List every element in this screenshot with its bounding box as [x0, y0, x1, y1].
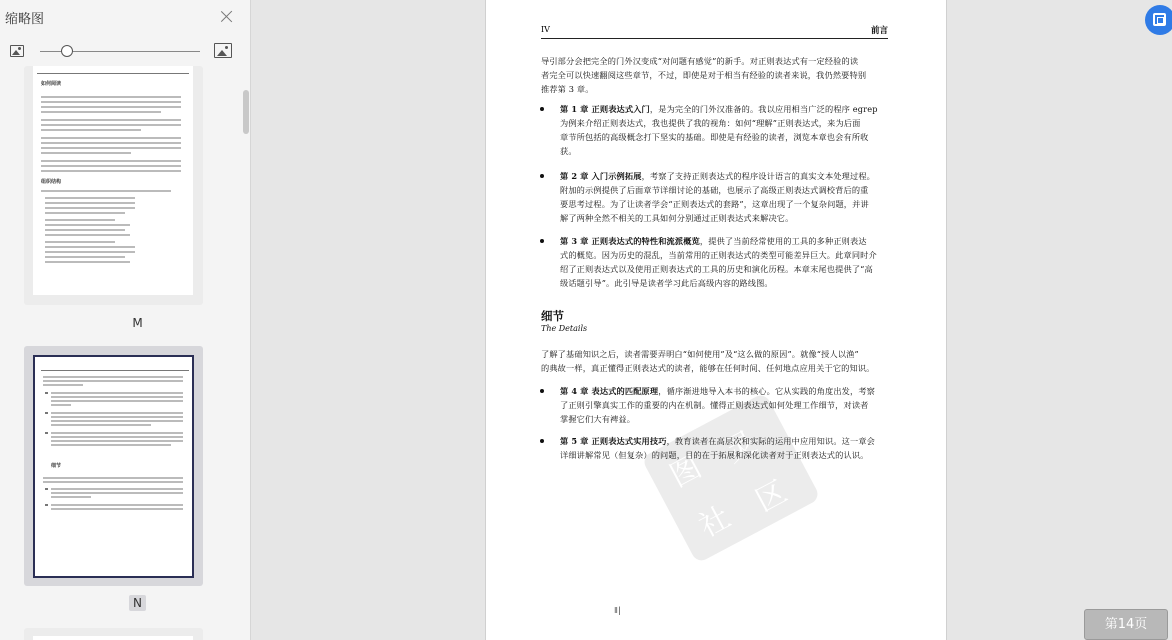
thumbnail-label	[24, 596, 251, 610]
convert-icon	[1153, 13, 1166, 26]
chapter-title: 第 1 章 正则表达式入门	[560, 104, 650, 114]
thumbnail-page-image	[33, 355, 194, 578]
watermark-char: 灵	[719, 424, 763, 470]
page-footer-mark: ǁ|	[614, 606, 621, 615]
zoom-out-image-icon[interactable]	[10, 45, 24, 57]
text-line: 的典故一样，真正懂得正则表达式的读者，能够在任何时间、任何地点应用关于它的知识。	[541, 363, 875, 373]
section-title: 细节	[541, 309, 564, 323]
sidebar-title: 缩略图	[5, 12, 45, 27]
text-line: 导引部分会把完全的门外汉变成“对问题有感觉”的新手。对正则表达式有一定经验的读	[541, 56, 859, 66]
chapter-title: 第 2 章 入门示例拓展	[560, 171, 642, 181]
watermark-char: 图	[664, 449, 708, 495]
text-line: 者完全可以快速翻阅这些章节，不过，即使是对于相当有经验的读者来说，我仍然要特别	[541, 70, 867, 80]
bullet-item-chapter-3	[560, 234, 895, 290]
floating-action-button[interactable]	[1145, 5, 1172, 35]
bullet-marker	[540, 239, 544, 243]
text-line: 绍了正则表达式以及使用正则表达式的工具的历史和演化历程。本章末尾也提供了“高	[560, 264, 873, 274]
thumbnail-card-n[interactable]	[24, 346, 203, 610]
text-line: 要思考过程。为了让读者学会“正则表达式的套路”，这章出现了一个复杂问题，并讲	[560, 199, 869, 209]
running-head-left: IV	[541, 25, 550, 34]
bullet-item-chapter-1	[560, 102, 895, 158]
thumbnail-card-next[interactable]	[24, 628, 203, 640]
text-line: 获。	[560, 146, 577, 156]
thumbnail-sidebar	[0, 0, 251, 640]
text-line: 式的概览。因为历史的混乱，当前常用的正则表达式的类型可能差异巨大。此章同时介	[560, 250, 877, 260]
text-line: 级话题引导”。此引导是读者学习此后高级内容的路线图。	[560, 278, 773, 288]
bullet-item-chapter-4	[560, 384, 895, 426]
bullet-marker	[540, 389, 544, 393]
sidebar-scrollbar[interactable]	[243, 90, 249, 134]
text-line: 章节所包括的高级概念打下坚实的基础。即使是有经验的读者，浏览本章也会有所收	[560, 132, 869, 142]
text-line: 了正则引擎真实工作的重要的内在机制。懂得正则表达式如何处理工作细节，对读者	[560, 400, 869, 410]
text-line: ，循序渐进地导入本书的核心。它从实践的角度出发，考察	[658, 386, 876, 396]
thumbnail-list	[0, 66, 251, 640]
thumbnail-heading-1: 如何阅读	[41, 81, 62, 87]
chapter-title: 第 5 章 正则表达式实用技巧	[560, 436, 667, 446]
running-header	[541, 25, 888, 39]
sidebar-header	[0, 0, 251, 34]
thumbnail-label-text: N	[129, 595, 146, 611]
chapter-title: 第 4 章 表达式的匹配原理	[560, 386, 659, 396]
thumbnail-card-m[interactable]	[24, 66, 203, 330]
bullet-item-chapter-5	[560, 434, 895, 462]
zoom-in-image-icon[interactable]	[214, 43, 232, 58]
bullet-marker	[540, 439, 544, 443]
close-icon[interactable]	[219, 9, 235, 25]
thumbnail-heading: 细节	[51, 463, 62, 469]
text-line: ，考察了支持正则表达式的程序设计语言的真实文本处理过程。	[641, 171, 876, 181]
thumbnail-zoom-control	[0, 40, 251, 64]
bullet-marker	[540, 107, 544, 111]
text-line: ，提供了当前经常使用的工具的多种正则表达	[699, 236, 867, 246]
text-line: ，是为完全的门外汉准备的。我以应用相当广泛的程序 egrep	[649, 104, 878, 114]
text-line: 推荐第 3 章。	[541, 84, 594, 94]
bullet-marker	[540, 174, 544, 178]
watermark-char: 社	[693, 499, 737, 545]
thumbnail-page-image	[33, 66, 193, 295]
section-subtitle: The Details	[541, 324, 588, 333]
watermark-char: 区	[750, 474, 793, 520]
slider-thumb[interactable]	[61, 45, 73, 57]
text-line: ，教育读者在高层次和实际的运用中应用知识。这一章会	[666, 436, 876, 446]
text-line: 详细讲解常见（但复杂）的问题，目的在于拓展和深化读者对于正则表达式的认识。	[560, 450, 869, 460]
page-indicator: 第14页	[1084, 609, 1168, 640]
text-line: 为例来介绍正则表达式，我也提供了我的视角：如何“理解”正则表达式，来为后面	[560, 118, 861, 128]
running-head-right: 前言	[870, 26, 888, 36]
details-paragraph	[541, 347, 901, 375]
thumbnail-page-image	[33, 636, 193, 640]
document-page	[485, 0, 947, 640]
intro-paragraph	[541, 54, 901, 96]
bullet-item-chapter-2	[560, 169, 895, 225]
text-line: 附加的示例提供了后面章节详细讨论的基础，也展示了高级正则表达式调校背后的重	[560, 185, 869, 195]
thumbnail-label: M	[132, 316, 143, 330]
thumbnail-heading-2: 组织结构	[41, 179, 62, 185]
chapter-title: 第 3 章 正则表达式的特性和流派概览	[560, 236, 700, 246]
text-line: 掌握它们大有裨益。	[560, 414, 636, 424]
text-line: 了解了基础知识之后，读者需要弄明白“如何使用”及“这么做的原因”。就像“授人以渔”	[541, 349, 859, 359]
document-viewer	[252, 0, 1172, 640]
text-line: 解了两种全然不相关的工具如何分别通过正则表达式来解决它。	[560, 213, 794, 223]
